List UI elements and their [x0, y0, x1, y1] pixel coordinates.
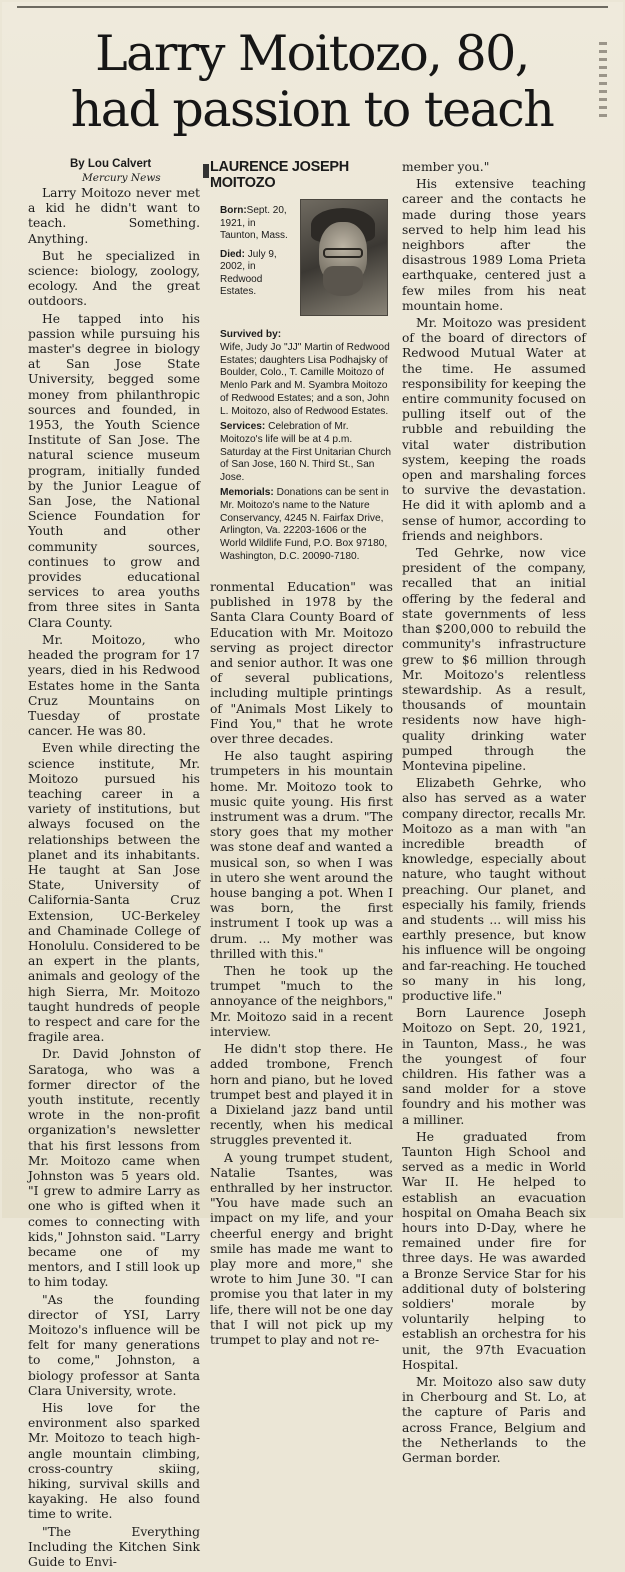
- services-label: Services:: [220, 421, 266, 432]
- newspaper-clipping: [2, 2, 623, 1570]
- born-text: Sept. 20, 1921, in Taunton, Mass.: [220, 205, 288, 241]
- survived-by: [220, 329, 392, 419]
- byline-author: By Lou Calvert: [70, 158, 152, 170]
- memorials-text: Donations can be sent in Mr. Moitozo's name to the Nature Conservancy, 4245 N. Fairfax Drive, Arlington, Va. 22203-1606 or the World Wildlife Fund, P.O. Box 97180, Washington, D.C. 20090-7180.: [220, 487, 389, 562]
- paragraph: Mr. Moitozo was president of the board of directors of Redwood Mutual Water at the time. He assumed responsibility for keeping the entire community focused on pulling itself out of the rubble and rebuilding the vital water distribution system, keeping the roads open and marshaling forces to survive the devastation. He did it with aplomb and a sense of humor, according to friends and neighbors.: [402, 316, 586, 543]
- paragraph: Dr. David Johnston of Saratoga, who was a former director of the youth institute, recently wrote in the non-profit organization's newsletter that his first lessons from Mr. Moitozo came when Johnston was 5 years old. "I grew to admire Larry as one who is gifted when it comes to connecting with kids," Johnston said. "Larry became one of my mentors, and I still look up to him today.: [28, 1047, 200, 1290]
- died-label: Died:: [220, 248, 245, 260]
- headline-line-2: had passion to teach: [70, 81, 554, 138]
- paragraph: His extensive teaching career and the contacts he made during those years served to help him lead his neighbors after the disastrous 1989 Loma Prieta earthquake, centered just a few miles from his neat mountain home.: [402, 177, 586, 313]
- paragraph: Born Laurence Joseph Moitozo on Sept. 20, 1921, in Taunton, Mass., he was the youngest of four children. His father was a sand molder for a stove foundry and his mother was a milliner.: [402, 1006, 586, 1127]
- infobox-title-line-2: MOITOZO: [210, 175, 276, 191]
- paragraph: Larry Moitozo never met a kid he didn't want to teach. Something. Anything.: [28, 186, 200, 246]
- headline-line-1: Larry Moitozo, 80,: [95, 25, 529, 82]
- paragraph: "The Everything Including the Kitchen Sink Guide to Envi-: [28, 1524, 200, 1570]
- memorials: [220, 487, 392, 564]
- paragraph: He graduated from Taunton High School and served as a medic in World War II. He helped to establish an evacuation hospital on Omaha Beach six hours into D-Day, where he remained under fire for three days. He was awarded a Bronze Service Star for his additional duty of bolstering soldiers' morale by voluntarily helping to establish an orchestra for his unit, the 97th Evacuation Hospital.: [402, 1129, 586, 1372]
- services-text: Celebration of Mr. Moitozo's life will be at 4 p.m. Saturday at the First Unitarian Church of San Jose, 160 N. Third St., San Jose.: [220, 421, 391, 484]
- infobox-facts: [220, 205, 288, 305]
- article-column-2: [210, 580, 393, 1350]
- portrait-photo: [300, 199, 388, 316]
- infobox-title: [210, 159, 393, 191]
- photo-glasses: [323, 248, 363, 258]
- died-fact: [220, 249, 288, 299]
- died-text: July 9, 2002, in Redwood Estates.: [220, 248, 277, 297]
- infobox-title-line-1: LAURENCE JOSEPH: [210, 159, 349, 175]
- paragraph: "As the founding director of YSI, Larry Moitozo's influence will be felt for many generations to come," Johnston, a biology professor at Santa Clara University, wrote.: [28, 1292, 200, 1398]
- memorials-label: Memorials:: [220, 487, 274, 498]
- paragraph: ronmental Education" was published in 1978 by the Santa Clara County Board of Education with Mr. Moitozo serving as project director and senior author. It was one of several publications, including multiple printings of "Animals Most Likely to Find You," that he wrote over three decades.: [210, 580, 393, 747]
- born-label: Born:: [220, 205, 247, 216]
- paragraph: A young trumpet student, Natalie Tsantes, was enthralled by her instructor. "You have made such an impact on my life, and your cheerful energy and bright smile has made me want to play more and more," she wrote to him June 30. "I can promise you that later in my life, there will not be one day that I will not pick up my trumpet to play and not re-: [210, 1150, 393, 1347]
- survived-text: Wife, Judy Jo "JJ" Martin of Redwood Estates; daughters Lisa Podhajsky of Boulder, Colo., T. Camille Moitozo of Menlo Park and M. Syambra Moitozo of Redwood Estates; and a son, John L. Moitozo, also of Redwood Estates.: [220, 341, 390, 417]
- paragraph: Then he took up the trumpet "much to the annoyance of the neighbors," Mr. Moitozo said in a recent interview.: [210, 964, 393, 1039]
- paragraph: He tapped into his passion while pursuing his master's degree in biology at San Jose State University, begged some money from philanthropic sources and founded, in 1953, the Youth Science Institute of San Jose. The natural science museum program, initially funded by the Junior League of San Jose, the National Science Foundation for Youth and other community sources, continues to grow and provides educational services to area youths from three sites in Santa Clara County.: [28, 311, 200, 630]
- paragraph: But he specialized in science: biology, zoology, ecology. And the great outdoors.: [28, 248, 200, 309]
- paragraph: He also taught aspiring trumpeters in his mountain home. Mr. Moitozo took to music quite young. His first instrument was a drum. "The story goes that my mother was stone deaf and wanted a musical son, so when I was in utero she went around the house banging a pot. When I was born, the first instrument I took up was a drum. ... My mother was thrilled with this.": [210, 749, 393, 961]
- paragraph: Mr. Moitozo, who headed the program for 17 years, died in his Redwood Estates home in the Santa Cruz Mountains on Tuesday of prostate cancer. He was 80.: [28, 632, 200, 739]
- photo-beard: [323, 266, 363, 296]
- survived-label: Survived by:: [220, 329, 282, 340]
- paragraph: He didn't stop there. He added trombone, French horn and piano, but he loved trumpet best and played it in a Dixieland jazz band until recently, when his medical struggles prevented it.: [210, 1042, 393, 1148]
- paragraph: Elizabeth Gehrke, who also has served as a water company director, recalls Mr. Moitozo as a man with "an incredible breadth of knowledge, especially about nature, who taught without preaching. Our planet, and especially his family, friends and students ... will miss his earthly presence, but know his influence will be ongoing and far-reaching. He touched so many in his long, productive life.": [402, 776, 586, 1003]
- born-fact: [220, 205, 288, 243]
- paragraph: member you.": [402, 160, 490, 174]
- headline: [32, 26, 592, 138]
- top-rule: [17, 6, 608, 8]
- byline-source: Mercury News: [82, 172, 161, 184]
- paragraph: Even while directing the science institute, Mr. Moitozo pursued his teaching career in a variety of institutions, but always focused on the relationships between the planet and its inhabitants. He taught at San Jose State, University of California-Santa Cruz Extension, UC-Berkeley and Chaminade College of Honolulu. Considered to be an expert in the plants, animals and geology of the high Sierra, Mr. Moitozo taught hundreds of people to respect and care for the fragile area.: [28, 741, 200, 1045]
- paragraph: His love for the environment also sparked Mr. Moitozo to teach high-angle mountain climbing, cross-country skiing, hiking, survival skills and kayaking. He also found time to write.: [28, 1401, 200, 1522]
- obituary-infobox: [210, 159, 393, 562]
- article-column-1: [28, 186, 200, 1572]
- services: [220, 421, 392, 485]
- infobox-marker: [203, 164, 209, 178]
- paragraph: Ted Gehrke, now vice president of the company, recalled that an initial offering by the federal and state governments of less than $200,000 to rebuild the community's infrastructure grew to $6 million through Mr. Moitozo's relentless stewardship. As a result, thousands of mountain residents now have high-quality drinking water pumped through the Montevina pipeline.: [402, 546, 586, 773]
- paragraph: Mr. Moitozo also saw duty in Cherbourg and St. Lo, at the capture of Paris and across France, Belgium and the Netherlands to the German border.: [402, 1375, 586, 1466]
- article-column-3: [402, 160, 586, 1468]
- scan-edge-mark: [599, 42, 607, 122]
